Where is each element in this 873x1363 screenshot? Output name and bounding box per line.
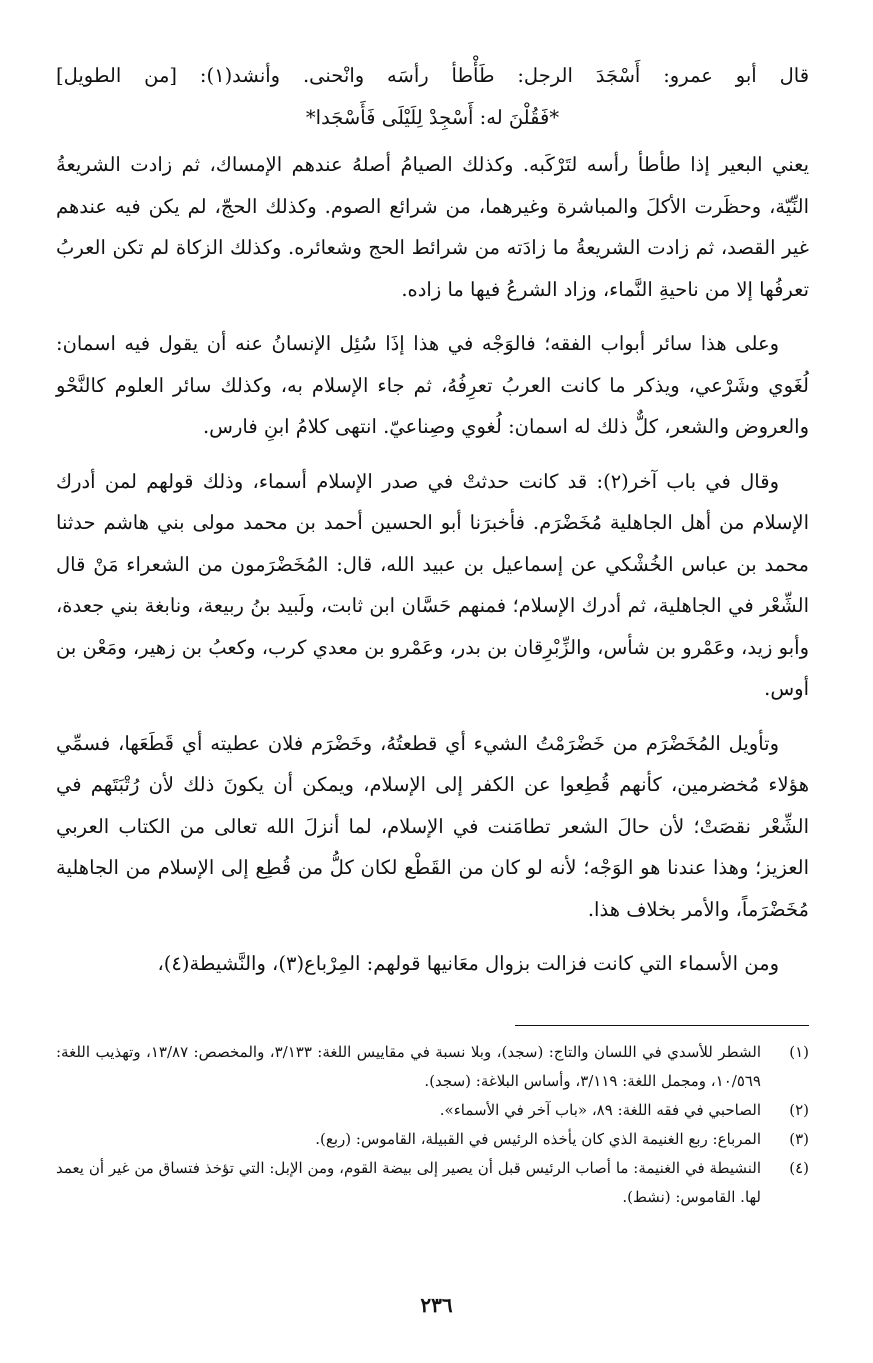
page-number: ٢٣٦ [420, 1293, 453, 1317]
footnote-number: (١) [789, 1042, 809, 1061]
verse-first-line: قال أبو عمرو: أَسْجَدَ الرجل: طَأْطأ رأسَه وانْحنى. وأنشد(١): [من الطويل] [56, 64, 810, 87]
footnote-number: (٣) [789, 1129, 809, 1148]
paragraph: يعني البعير إذا طأطأ رأسه لتَرْكَبه. وكذلك الصيامُ أصلهُ عندهم الإمساك، ثم زادت الشريعةُ النِّيّة، وحظَرت الأكلَ والمباشرة وغيرهما، من شرائع الصوم. وكذلك الحجّ، لم يكن فيه عندهم غير القصد، ثم زادت الشريعةُ ما زادَته من شرائط الحج وشعائره. وكذلك الزكاة لم تكن العربُ تعرفُها إلا من ناحيةِ النَّماء، وزاد الشرعُ فيها ما زاده. [56, 153, 809, 301]
paragraph: ومن الأسماء التي كانت فزالت بزوال معَانيها قولهم: المِرْباع(٣)، والنَّشيطة(٤)، [157, 952, 779, 975]
verse-second-line: *فَقُلْنَ له: أَسْجِدْ لِلَيْلَى فَأَسْجَدا* [305, 106, 560, 129]
footnote-number: (٤) [789, 1158, 809, 1177]
paragraph: وعلى هذا سائر أبواب الفقه؛ فالوَجْه في هذا إذَا سُئِل الإنسانُ عنه أن يقول فيه اسمان: لُغَوي وشَرْعي، ويذكر ما كانت العربُ تعرِفُهُ، ثم جاء الإسلام به، وكذلك سائر العلوم كالنَّحْو والعروض والشعر، كلٌّ ذلك له اسمان: لُغوي وصِناعيّ. انتهى كلامُ ابنِ فارس. [56, 332, 809, 438]
footnote-separator [515, 1025, 809, 1026]
paragraph: وقال في باب آخر(٢): قد كانت حدثتْ في صدر الإسلام أسماء، وذلك قولهم لمن أدرك الإسلام من أهل الجاهلية مُخَضْرَم. فأخبرَنا أبو الحسين أحمد بن محمد مولى بني هاشم حدثنا محمد بن عباس الخُشْكي عن إسماعيل بن عبيد الله، قال: المُخَضْرَمون من الشعراء مَنْ قال الشِّعْر في الجاهلية، ثم أدرك الإسلام؛ فمنهم حَسَّان ابن ثابت، ولَبيد بنُ ربيعة، ونابغة بني جعدة، وأبو زيد، وعَمْرو بن شأس، والزِّبْرِقان بن بدر، وعَمْرو بن معدي كرب، وكعبُ بن زهير، ومَعْن بن أوس. [56, 469, 809, 700]
footnote-number: (٢) [789, 1100, 809, 1119]
footnote-text: الشطر للأسدي في اللسان والتاج: (سجد)، وبلا نسبة في مقاييس اللغة: ٣/١٣٣، والمخصص: ١٣/٨٧، وتهذيب اللغة: ١٠/٥٦٩، ومجمل اللغة: ٣/١١٩، وأساس البلاغة: (سجد). [56, 1042, 761, 1090]
footnote [56, 1038, 809, 1096]
footnote-text: النشيطة في الغنيمة: ما أصاب الرئيس قبل أن يصير إلى بيضة القوم، ومن الإبل: التي تؤخذ فتساق من غير أن يعمد لها. القاموس: (نشط). [56, 1158, 761, 1206]
footnote [56, 1096, 809, 1125]
footnote-text: المرباع: ربع الغنيمة الذي كان يأخذه الرئيس في القبيلة، القاموس: (ربع). [315, 1129, 761, 1148]
footnote-text: الصاحبي في فقه اللغة: ٨٩، «باب آخر في الأسماء». [439, 1100, 761, 1119]
paragraph: وتأويل المُخَضْرَم من خَضْرَمْتُ الشيء أي قطعتُهُ، وخَضْرَم فلان عطيته أي قَطَعَها، فسمِّي هؤلاء مُخضرمين، كأنهم قُطِعوا عن الكفر إلى الإسلام، ويمكن أن يكونَ ذلك لأن رُتْبَتَهم في الشِّعْر نقصَتْ؛ لأن حالَ الشعر تطامَنت في الإسلام، لما أنزلَ الله تعالى من الكتاب العربي العزيز؛ وهذا عندنا هو الوَجْه؛ لأنه لو كان من القَطْع لكان كلُّ من قُطِع إلى الإسلام من الجاهلية مُخَضْرَماً، والأمر بخلاف هذا. [56, 731, 809, 921]
footnote [56, 1125, 809, 1154]
footnote [56, 1154, 809, 1212]
footnotes [56, 1038, 809, 1212]
